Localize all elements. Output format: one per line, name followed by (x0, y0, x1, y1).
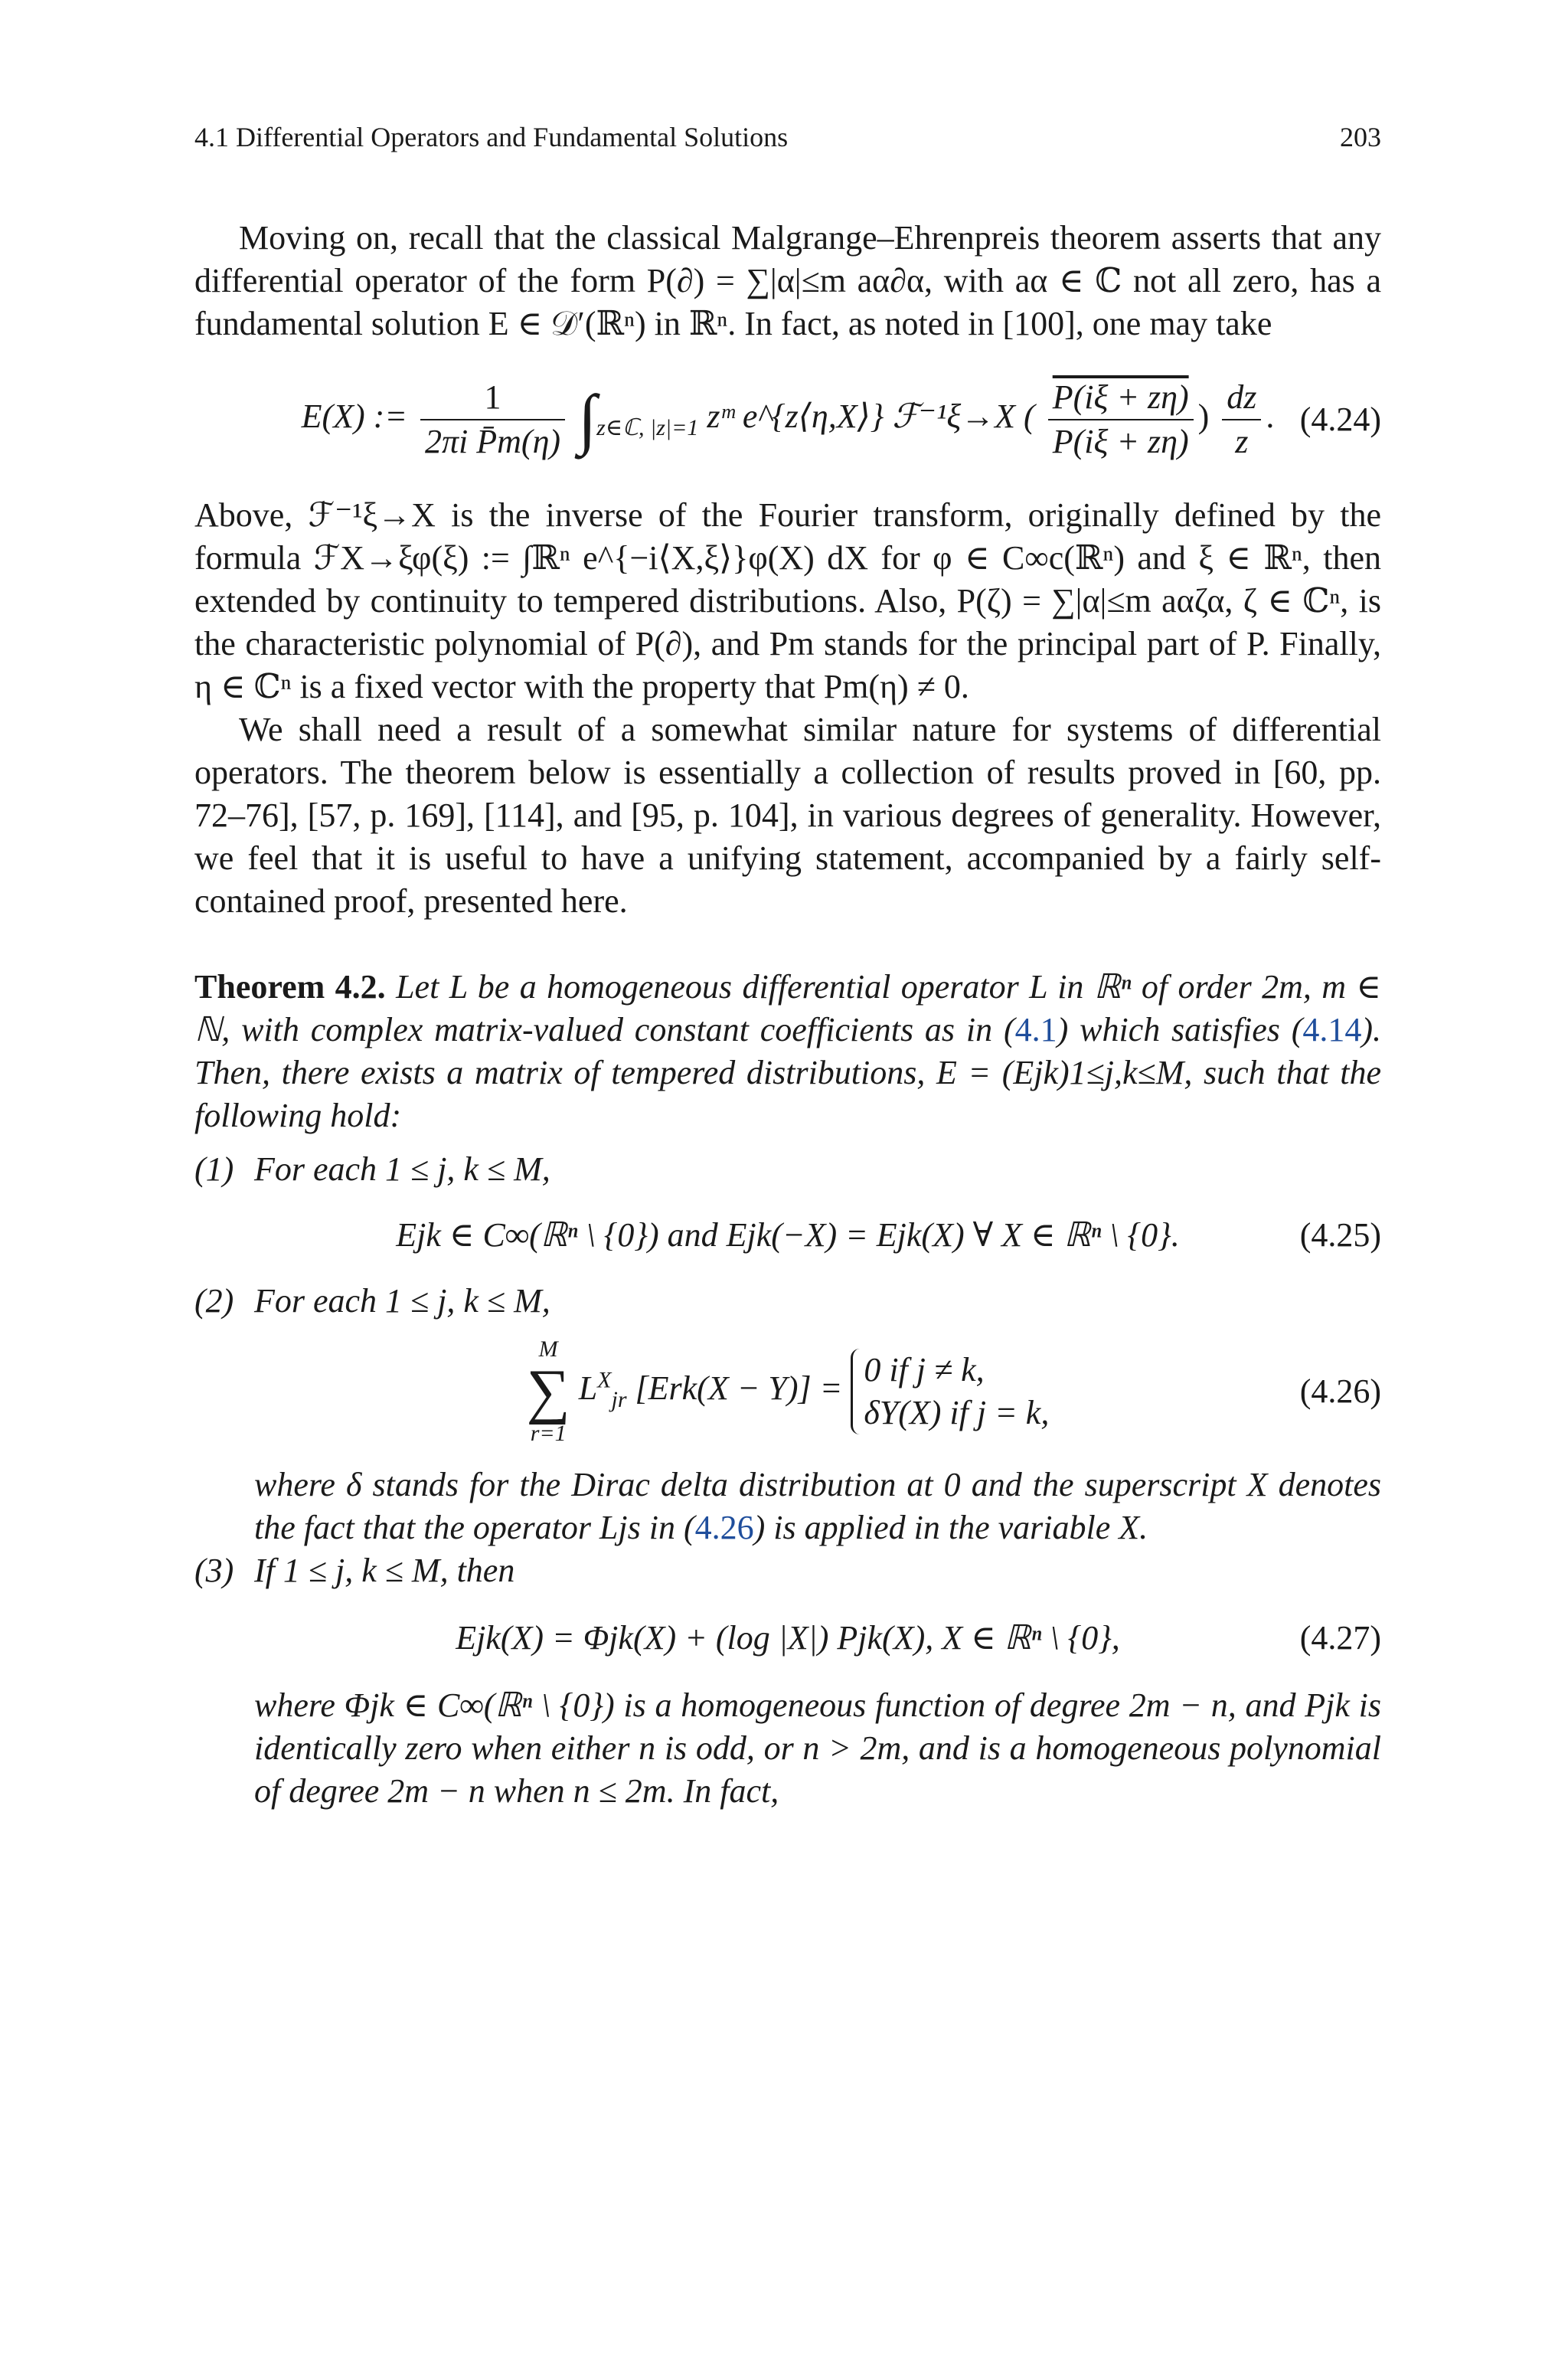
explanation-text-b: ) is applied in the variable X. (753, 1509, 1148, 1546)
summation (527, 1338, 570, 1445)
theorem-text-b: ) which satisfies ( (1057, 1011, 1303, 1048)
operator-sup: X (597, 1367, 612, 1393)
integral-domain: z∈ℂ, |z|=1 (596, 414, 699, 440)
eq-bracket: [Erk(X − Y)] = (635, 1369, 843, 1408)
paragraph-2: Above, ℱ⁻¹ξ→X is the inverse of the Fourier transform, originally defined by the formula ℱX→ξφ(ξ) := ∫ℝⁿ e^{−i⟨X,ξ⟩}φ(X) dX for φ ∈ C∞c(ℝⁿ) and ξ ∈ ℝⁿ, then extended by continuity to tempered distributions. Also, P(ζ) = ∑|α|≤m aαζα, ζ ∈ ℂⁿ, is the characteristic polynomial of P(∂), and Pm stands for the principal part of P. Finally, η ∈ ℂⁿ is a fixed vector with the property that Pm(η) ≠ 0. (194, 496, 1381, 705)
eq-inner-den: P(iξ + zη) (1052, 423, 1189, 460)
page-number: 203 (1340, 122, 1381, 152)
cases-block (851, 1349, 1049, 1434)
theorem-statement (194, 966, 1381, 1137)
eq-frac-num: 1 (420, 376, 565, 420)
integral-sign: ∫ (578, 382, 597, 456)
item-text: For each 1 ≤ j, k ≤ M, (254, 1282, 550, 1320)
body-text (194, 217, 1381, 1813)
equation-4-27 (194, 1617, 1381, 1660)
equation-4-27-expr: Ejk(X) = Φjk(X) + (log |X|) Pjk(X), X ∈ ℝⁿ \ {0}, (456, 1619, 1120, 1657)
theorem-item-1 (194, 1148, 1381, 1191)
ref-link-4-26[interactable]: 4.26 (694, 1509, 754, 1546)
equation-4-25 (194, 1214, 1381, 1257)
running-header (194, 121, 1381, 167)
eq-integrand: zᵐ e^{z⟨η,X⟩} ℱ⁻¹ξ→X ( (707, 397, 1035, 436)
equation-4-26 (194, 1338, 1381, 1445)
eq-lhs: E(X) := (301, 397, 407, 436)
operator-sub: jr (611, 1386, 627, 1412)
theorem-text-c: ). Then, there exists a matrix of tempered distributions, E = (Ejk)1≤j,k≤M, such that the following hold: (194, 1011, 1382, 1134)
paragraph-3: We shall need a result of a somewhat similar nature for systems of differential operators. The theorem below is essentially a collection of results proved in [60, pp. 72–76], [57, p. 169], [114], and [95, p. 104], in various degrees of generality. However, we feel that it is useful to have a unifying statement, accompanied by a fairly self-contained proof, presented here. (194, 711, 1381, 920)
sum-lower: r=1 (530, 1421, 567, 1446)
explanation-text-a: where δ stands for the Dirac delta distribution at 0 and the superscript X denotes the fact that the operator Ljs in ( (254, 1466, 1381, 1546)
case-2: δY(X) if j = k, (864, 1394, 1050, 1431)
equation-number: (4.26) (1299, 1372, 1381, 1410)
equation-4-24-expr: E(X) := $\frac{1}{\text{2πi P̄m(η)}}$ $\int_{z\in ℂ, |z|=1}$ zᵐ e^{z⟨η,X⟩} ℱ⁻¹ξ→X ( $\frac{P(i\xi + z\eta)}{P(i\xi + z\eta)}$ ) $\frac{dz}{z}$ . (302, 397, 1275, 435)
equation-4-25-expr: Ejk ∈ C∞(ℝⁿ \ {0}) and Ejk(−X) = Ejk(X) ∀ X ∈ ℝⁿ \ {0}. (396, 1216, 1180, 1254)
theorem-item-2 (194, 1280, 1381, 1323)
eq-tail-fraction (1222, 376, 1261, 463)
item-text: For each 1 ≤ j, k ≤ M, (254, 1150, 550, 1188)
equation-4-26-expr (526, 1336, 1050, 1446)
item-text: If 1 ≤ j, k ≤ M, then (254, 1552, 515, 1589)
item-label: (3) (194, 1552, 234, 1589)
equation-number: (4.27) (1299, 1619, 1381, 1657)
sigma-sign: ∑ (526, 1358, 570, 1425)
eq-inner-num: P(iξ + zη) (1048, 376, 1194, 420)
eq-tail-den: z (1235, 423, 1249, 460)
item-label: (2) (194, 1282, 234, 1320)
item-2-explanation (254, 1464, 1381, 1549)
eq-tail-num: dz (1222, 376, 1261, 420)
ref-link-4-14[interactable]: 4.14 (1302, 1011, 1362, 1048)
equation-number: (4.24) (1299, 401, 1381, 438)
theorem-label: Theorem 4.2. (194, 968, 386, 1006)
ref-link-4-1[interactable]: 4.1 (1014, 1011, 1057, 1048)
equation-number: (4.25) (1299, 1216, 1381, 1254)
equation-4-24 (194, 376, 1381, 463)
operator-l: L (578, 1369, 598, 1408)
case-1: 0 if j ≠ k, (864, 1351, 985, 1389)
paragraph-1: Moving on, recall that the classical Malgrange–Ehrenpreis theorem asserts that any differential operator of the form P(∂) = ∑|α|≤m aα∂α, with aα ∈ ℂ not all zero, has a fundamental solution E ∈ 𝒟′(ℝⁿ) in ℝⁿ. In fact, as noted in [100], one may take (194, 219, 1381, 342)
item-3-explanation: where Φjk ∈ C∞(ℝⁿ \ {0}) is a homogeneous function of degree 2m − n, and Pjk is identically zero when either n is odd, or n > 2m, and is a homogeneous polynomial of degree 2m − n when n ≤ 2m. In fact, (254, 1686, 1381, 1810)
eq-fraction (420, 376, 565, 463)
theorem-text-a: Let L be a homogeneous differential operator L in ℝⁿ of order 2m, m ∈ ℕ, with complex matrix-valued constant coefficients as in ( (194, 968, 1382, 1048)
eq-inner-fraction (1048, 376, 1194, 463)
theorem-item-3 (194, 1549, 1381, 1592)
section-title: 4.1 Differential Operators and Fundamental Solutions (194, 122, 789, 152)
item-label: (1) (194, 1150, 234, 1188)
sum-upper: M (538, 1336, 558, 1362)
eq-frac-den: 2πi P̄m(η) (425, 423, 561, 460)
